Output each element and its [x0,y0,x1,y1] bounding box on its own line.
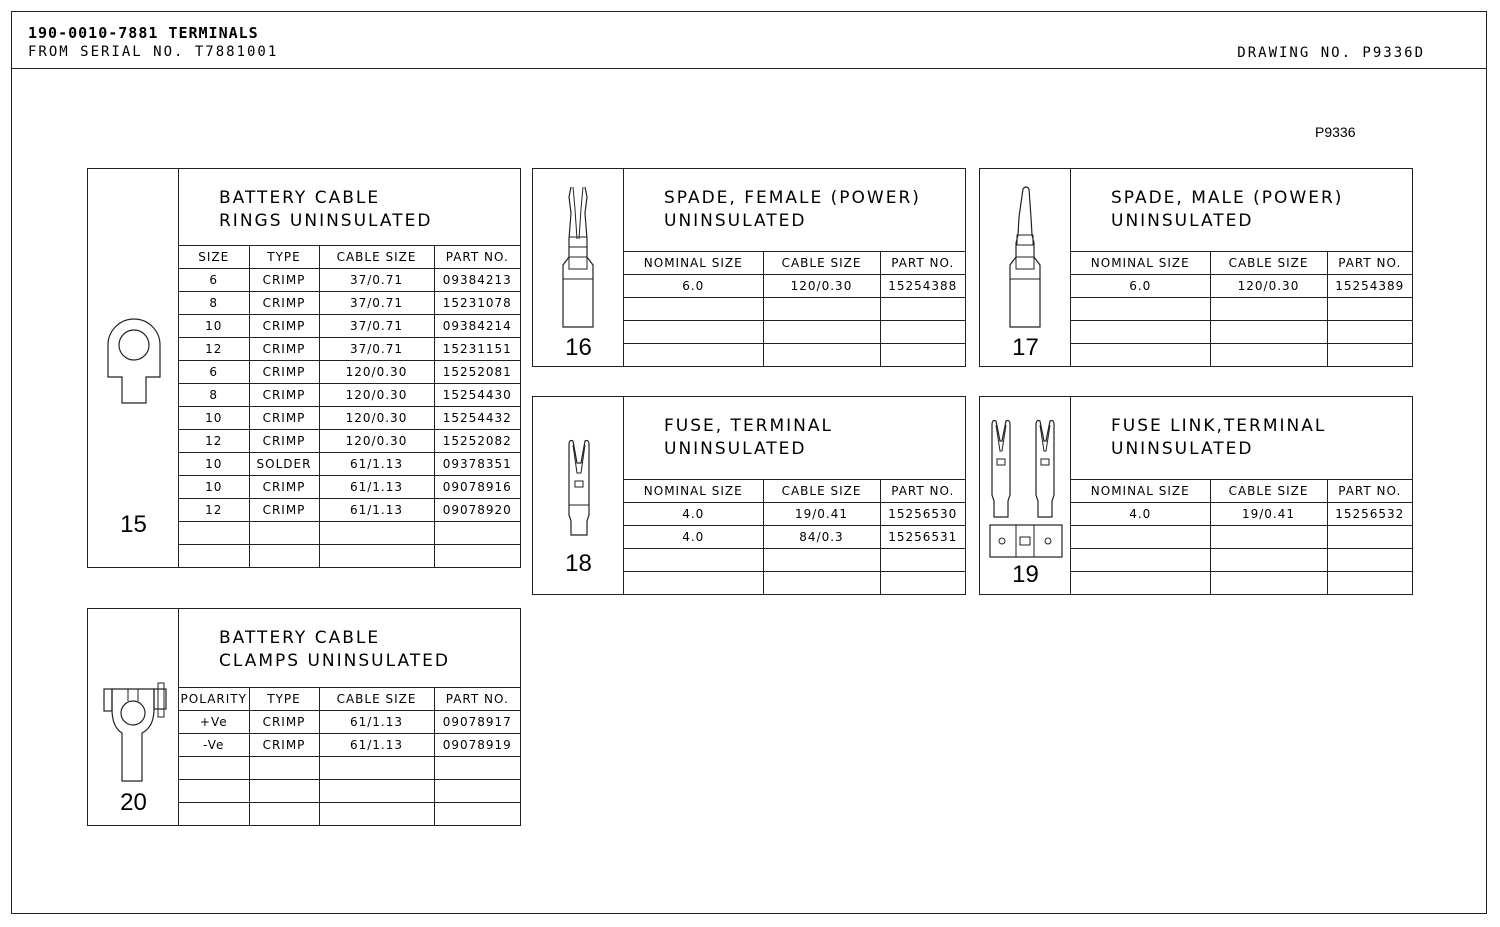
table-cell: 12 [179,338,249,361]
table-cell [1071,321,1210,344]
table-cell: 12 [179,430,249,453]
column-header: NOMINAL SIZE [1071,480,1210,503]
panel-illustration [533,169,624,366]
table-row [1071,526,1412,549]
table-cell: 6 [179,269,249,292]
table-cell: 120/0.30 [763,275,880,298]
item-number: 16 [565,334,592,361]
table-cell: 6.0 [624,275,763,298]
panel-content [179,169,520,567]
table-row [624,549,965,572]
table-cell [1327,526,1412,549]
table-cell [1071,526,1210,549]
table-cell: 6 [179,361,249,384]
table-cell: 120/0.30 [319,384,434,407]
table-cell: 120/0.30 [319,361,434,384]
table-cell: 4.0 [624,503,763,526]
column-header: PART NO. [434,246,520,269]
table-cell: CRIMP [249,430,319,453]
table-cell: 15231151 [434,338,520,361]
table-cell [1327,549,1412,572]
table-cell: CRIMP [249,315,319,338]
table-cell: 19/0.41 [1210,503,1327,526]
table-cell [763,298,880,321]
table-cell: 37/0.71 [319,269,434,292]
table-row [179,361,520,384]
column-header: NOMINAL SIZE [624,252,763,275]
table-cell: CRIMP [249,499,319,522]
column-header: TYPE [249,688,319,711]
column-header: POLARITY [179,688,249,711]
table-row [624,572,965,595]
table-cell: 15254388 [880,275,965,298]
panel-title: BATTERY CABLE RINGS UNINSULATED [219,188,433,231]
table-cell: 15256530 [880,503,965,526]
table-row [1071,572,1412,595]
table-cell: 09078916 [434,476,520,499]
table-header-row [1071,480,1412,503]
parts-table [179,687,520,825]
panel-illustration [88,169,179,567]
item-number: 17 [1012,334,1039,361]
item-number: 20 [120,789,147,816]
table-cell [179,757,249,780]
table-cell [249,757,319,780]
table-header-row [624,252,965,275]
panel-content [624,169,965,366]
table-cell [880,549,965,572]
table-cell [434,545,520,568]
table-cell: 4.0 [624,526,763,549]
ring-terminal-icon [88,169,179,569]
table-cell: 37/0.71 [319,338,434,361]
table-cell: 10 [179,476,249,499]
table-cell: CRIMP [249,476,319,499]
panel-content [624,397,965,594]
serial-number: FROM SERIAL NO. T7881001 [28,44,279,60]
table-row [179,522,520,545]
table-cell [319,757,434,780]
reference-code: P9336 [1315,124,1356,140]
table-cell: 09384214 [434,315,520,338]
table-header-row [624,480,965,503]
table-cell [880,321,965,344]
table-cell: 61/1.13 [319,453,434,476]
table-cell: 15252081 [434,361,520,384]
table-cell [880,298,965,321]
table-cell: CRIMP [249,711,319,734]
table-cell: 15256531 [880,526,965,549]
document-title: 190-0010-7881 TERMINALS [28,24,259,42]
table-row [1071,344,1412,367]
table-row [624,321,965,344]
column-header: TYPE [249,246,319,269]
table-row [624,344,965,367]
column-header: CABLE SIZE [1210,252,1327,275]
panel-spade-female [532,168,966,367]
table-cell: 15231078 [434,292,520,315]
table-cell: 15254389 [1327,275,1412,298]
table-cell: SOLDER [249,453,319,476]
table-cell [179,803,249,826]
table-cell [624,344,763,367]
table-cell [1327,298,1412,321]
table-cell: -Ve [179,734,249,757]
table-cell: 8 [179,292,249,315]
table-cell: 8 [179,384,249,407]
table-cell: 84/0.3 [763,526,880,549]
table-cell: CRIMP [249,269,319,292]
panel-illustration [533,397,624,594]
table-cell: 09378351 [434,453,520,476]
column-header: CABLE SIZE [319,688,434,711]
panel-illustration [980,169,1071,366]
column-header: PART NO. [1327,252,1412,275]
table-cell [880,572,965,595]
panel-illustration [88,609,179,825]
table-header-row [179,246,520,269]
table-cell [1210,344,1327,367]
panel-illustration [980,397,1071,594]
table-row [179,734,520,757]
table-row [179,315,520,338]
panel-fuse-terminal [532,396,966,595]
table-row [179,269,520,292]
table-cell [1071,344,1210,367]
column-header: CABLE SIZE [1210,480,1327,503]
panel-title: FUSE, TERMINAL UNINSULATED [664,416,833,459]
panel-title: FUSE LINK,TERMINAL UNINSULATED [1111,416,1327,459]
table-cell: 09078919 [434,734,520,757]
column-header: PART NO. [434,688,520,711]
item-number: 15 [120,511,147,538]
table-cell: 09078917 [434,711,520,734]
table-cell [1071,549,1210,572]
table-row [179,545,520,568]
column-header: NOMINAL SIZE [624,480,763,503]
table-row [624,275,965,298]
table-cell [179,780,249,803]
table-cell [624,321,763,344]
column-header: PART NO. [880,480,965,503]
panel-title: BATTERY CABLE CLAMPS UNINSULATED [219,628,450,671]
table-row [179,711,520,734]
table-cell: 37/0.71 [319,292,434,315]
table-cell [1210,526,1327,549]
column-header: SIZE [179,246,249,269]
table-cell [319,522,434,545]
drawing-number: DRAWING NO. P9336D [1237,45,1425,61]
table-row [179,476,520,499]
table-cell [249,803,319,826]
item-number: 19 [1012,561,1039,588]
table-cell [434,780,520,803]
table-cell: CRIMP [249,384,319,407]
table-cell [179,522,249,545]
panel-title: SPADE, FEMALE (POWER) UNINSULATED [664,188,921,231]
table-cell [179,545,249,568]
table-row [179,453,520,476]
table-cell: 120/0.30 [1210,275,1327,298]
table-cell [249,522,319,545]
table-row [179,338,520,361]
table-header-row [179,688,520,711]
column-header: CABLE SIZE [763,252,880,275]
table-cell [763,321,880,344]
table-row [179,292,520,315]
item-number: 18 [565,550,592,577]
table-cell [434,522,520,545]
table-row [179,780,520,803]
table-row [1071,275,1412,298]
parts-table [179,245,520,567]
table-row [179,803,520,826]
table-cell [624,572,763,595]
table-cell [763,572,880,595]
table-cell [1210,549,1327,572]
table-cell [1210,298,1327,321]
table-row [624,526,965,549]
table-cell [434,803,520,826]
table-cell: CRIMP [249,361,319,384]
table-cell: 120/0.30 [319,430,434,453]
parts-table [624,251,965,366]
table-row [1071,549,1412,572]
table-cell [1327,344,1412,367]
table-cell [624,298,763,321]
table-row [179,384,520,407]
table-row [179,757,520,780]
table-cell: 19/0.41 [763,503,880,526]
table-cell: CRIMP [249,338,319,361]
parts-table [1071,479,1412,594]
column-header: CABLE SIZE [763,480,880,503]
table-header-row [1071,252,1412,275]
column-header: NOMINAL SIZE [1071,252,1210,275]
table-cell [249,780,319,803]
table-row [179,499,520,522]
panel-spade-male [979,168,1413,367]
table-cell: 15254432 [434,407,520,430]
table-cell: 4.0 [1071,503,1210,526]
table-cell [1071,298,1210,321]
table-cell: CRIMP [249,407,319,430]
table-cell: 10 [179,407,249,430]
table-cell [763,344,880,367]
parts-table [1071,251,1412,366]
table-row [1071,503,1412,526]
table-row [1071,298,1412,321]
panel-battery-cable-rings [87,168,521,568]
panel-battery-cable-clamps [87,608,521,826]
table-cell [624,549,763,572]
table-cell [763,549,880,572]
table-cell: 6.0 [1071,275,1210,298]
column-header: CABLE SIZE [319,246,434,269]
table-cell: 15256532 [1327,503,1412,526]
table-row [624,298,965,321]
table-cell: 15252082 [434,430,520,453]
column-header: PART NO. [1327,480,1412,503]
panel-content [1071,397,1412,594]
table-row [1071,321,1412,344]
table-cell: CRIMP [249,734,319,757]
table-cell: 61/1.13 [319,711,434,734]
table-cell [1210,572,1327,595]
header-divider [11,68,1487,69]
table-cell: CRIMP [249,292,319,315]
panel-content [1071,169,1412,366]
table-cell [319,803,434,826]
column-header: PART NO. [880,252,965,275]
table-cell [1327,321,1412,344]
table-cell [1210,321,1327,344]
table-cell: 12 [179,499,249,522]
table-cell [1327,572,1412,595]
table-row [179,407,520,430]
table-cell: 09384213 [434,269,520,292]
table-row [624,503,965,526]
table-row [179,430,520,453]
panel-content [179,609,520,825]
table-cell: 61/1.13 [319,734,434,757]
table-cell [319,545,434,568]
table-cell [880,344,965,367]
table-cell: 10 [179,315,249,338]
parts-table [624,479,965,594]
panel-fuse-link-terminal [979,396,1413,595]
table-cell: 15254430 [434,384,520,407]
table-cell: 61/1.13 [319,499,434,522]
table-cell: 37/0.71 [319,315,434,338]
table-cell: 10 [179,453,249,476]
table-cell [249,545,319,568]
table-cell [319,780,434,803]
table-cell: 61/1.13 [319,476,434,499]
table-cell: +Ve [179,711,249,734]
table-cell [434,757,520,780]
panel-title: SPADE, MALE (POWER) UNINSULATED [1111,188,1344,231]
table-cell: 09078920 [434,499,520,522]
table-cell [1071,572,1210,595]
table-cell: 120/0.30 [319,407,434,430]
